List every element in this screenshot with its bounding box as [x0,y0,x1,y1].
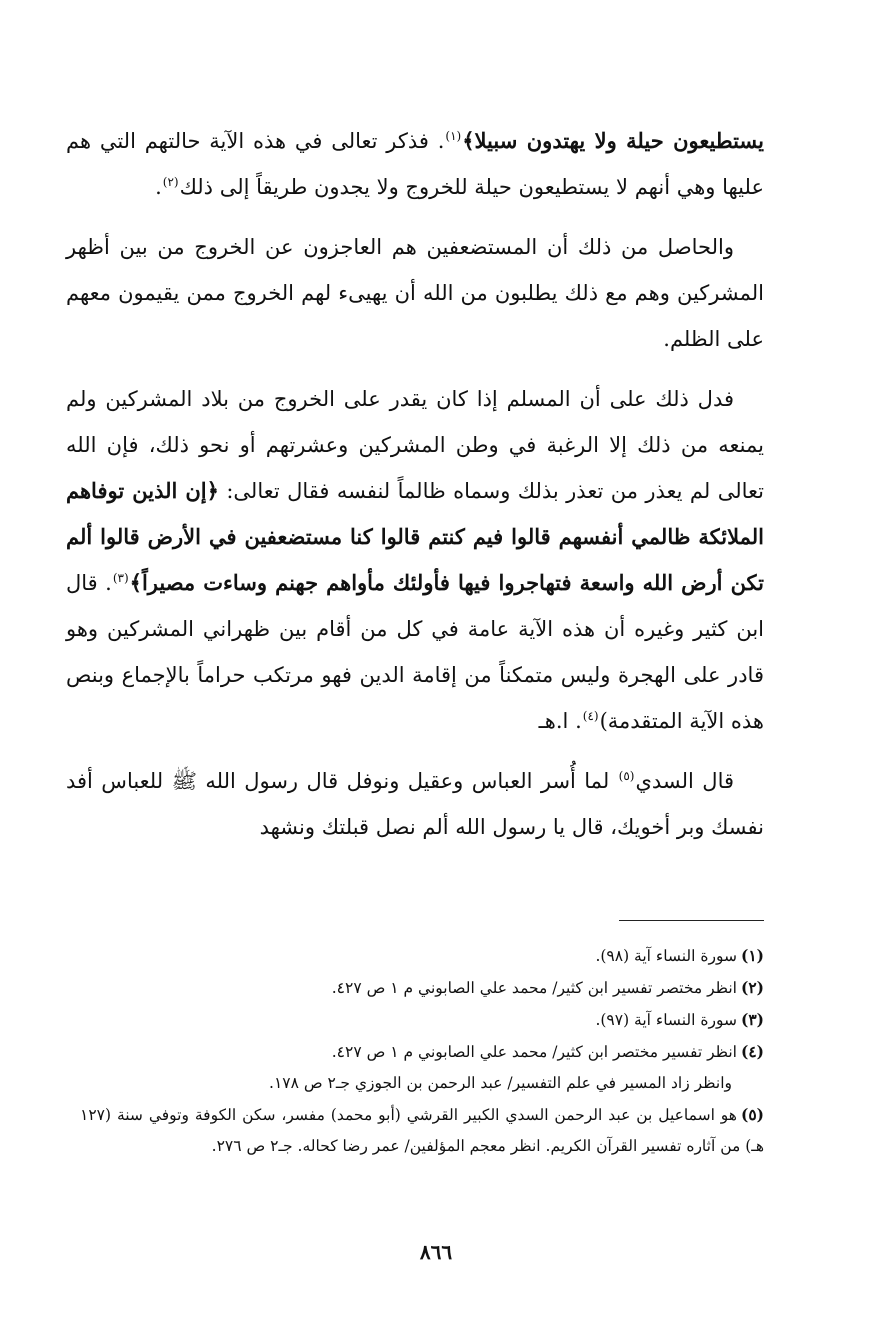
page-number: ٨٦٦ [419,1240,453,1264]
footnote-number: (١) [740,946,764,965]
footnote-ref: (٣) [112,571,129,585]
footnote-text: هو اسماعيل بن عبد الرحمن السدي الكبير القرشي (أبو محمد) مفسر، سكن الكوفة وتوفي سنة (١٢٧ هـ) من آثاره تفسير القرآن الكريم. انظر معجم المؤلفين/ عمر رضا كحاله. جـ٢ ص ٢٧٦. [80,1106,764,1155]
footnote-text: سورة النساء آية (٩٨). [595,947,737,965]
text-segment: . فذكر تعالى في هذه الآية حالتهم التي هم عليها وهي أنهم لا يستطيعون حيلة للخروج ولا يجدون طريقاً إلى ذلك [66,129,764,199]
footnote-text: انظر تفسير مختصر ابن كثير/ محمد علي الصابوني م ١ ص ٤٢٧. [331,1043,737,1061]
text-segment: . [155,175,162,199]
text-segment: والحاصل من ذلك أن المستضعفين هم العاجزون عن الخروج من بين أظهر المشركين وهم مع ذلك يطلبون من الله أن يهيىء لهم الخروج ممن يقيمون معهم على الظلم. [66,235,764,351]
text-segment: لما أُسر العباس وعقيل ونوفل قال رسول الله ﷺ للعباس أفد نفسك وبر أخويك، قال يا رسول الله ألم نصل قبلتك ونشهد [66,769,764,839]
footnote-number: (٣) [740,1010,764,1029]
quran-verse: ﴿إن الذين توفاهم الملائكة ظالمي أنفسهم قالوا فيم كنتم قالوا كنا مستضعفين في الأرض قالوا ألم تكن أرض الله واسعة فتهاجروا فيها فأولئك مأواهم جهنم وساءت مصيراً﴾ [66,478,765,595]
footnote-number: (٥) [740,1105,764,1124]
footnote-text: انظر مختصر تفسير ابن كثير/ محمد علي الصابوني م ١ ص ٤٢٧. [331,979,737,997]
quran-verse: يستطيعون حيلة ولا يهتدون سبيلا﴾ [462,128,765,153]
footnote [80,972,764,1004]
footnote [80,1099,764,1162]
footnote-text: سورة النساء آية (٩٧). [595,1011,737,1029]
footnote-ref: (٢) [162,175,179,189]
text-segment: . قال ابن كثير وغيره أن هذه الآية عامة في كل من أقام بين ظهراني المشركين وهو قادر على الهجرة وليس متمكناً من إقامة الدين فهو مرتكب حراماً بالإجماع وبنص هذه الآية المتقدمة) [66,571,764,733]
text-segment: فدل ذلك على أن المسلم إذا كان يقدر على الخروج من بلاد المشركين ولم يمنعه من ذلك إلا الرغبة في وطن المشركين وعشرتهم أو نحو ذلك، فإن الله تعالى لم يعذر من تعذر بذلك وسماه ظالماً لنفسه فقال تعالى: [66,387,764,503]
text-segment: قال السدي [635,769,735,793]
main-text [66,118,764,864]
footnote-number: (٢) [740,978,764,997]
footnote [80,1004,764,1036]
paragraph [66,376,764,744]
footnote-divider [619,920,764,921]
paragraph [66,758,764,850]
footnote [80,1036,764,1068]
footnotes [80,940,764,1162]
footnote-number: (٤) [740,1042,764,1061]
footnote-ref: (١) [445,129,462,143]
footnote-ref: (٥) [618,769,635,783]
paragraph [66,224,764,362]
paragraph [66,118,764,210]
footnote-text: وانظر زاد المسير في علم التفسير/ عبد الرحمن بن الجوزي جـ٢ ص ١٧٨. [269,1074,732,1092]
footnote [80,1068,764,1099]
text-segment: . ا.هـ [538,709,582,733]
footnote-ref: (٤) [582,709,599,723]
footnote [80,940,764,972]
